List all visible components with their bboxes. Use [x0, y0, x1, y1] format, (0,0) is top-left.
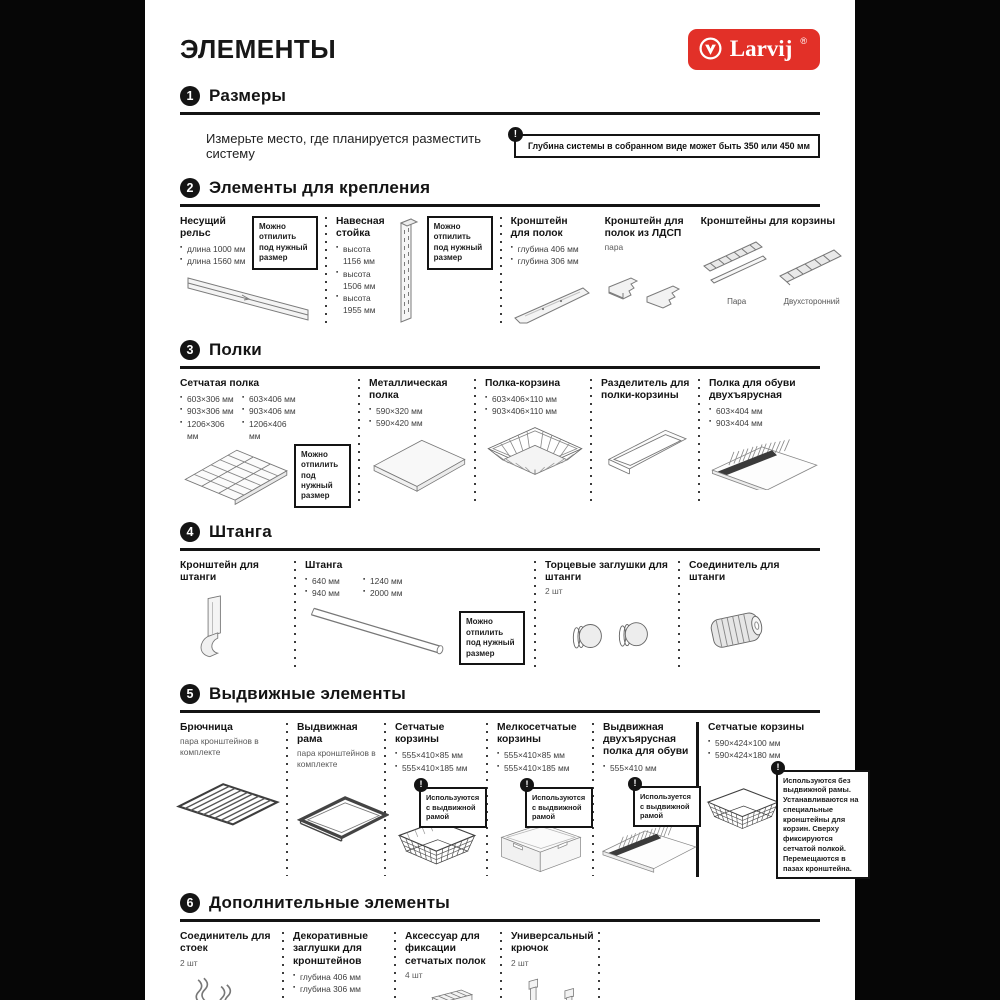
item-name: Навесная стойка — [336, 216, 385, 240]
item-end-caps — [536, 558, 678, 670]
size-item: ▪ 555×410 мм — [603, 762, 689, 774]
item-name: Разделитель для полки-корзины — [601, 378, 690, 402]
item-fine-mesh-baskets — [488, 720, 592, 879]
section-5-title: Выдвижные элементы — [209, 684, 407, 704]
brand-logo — [688, 29, 820, 70]
size-item: ▪ глубина 306 мм — [293, 983, 387, 995]
basket-bracket-double-illustration — [777, 242, 847, 306]
item-pullout-frame — [288, 720, 384, 879]
item-basket-shelf — [476, 376, 590, 508]
page-title: ЭЛЕМЕНТЫ — [180, 33, 337, 64]
size-item: ▪ 590×424×100 мм — [708, 737, 870, 749]
item-rod-connector — [680, 558, 820, 670]
item-name: Кронштейн для полок — [510, 216, 568, 240]
depth-note-box — [513, 129, 820, 158]
section-3-header — [180, 340, 820, 369]
mesh-shelf-illustration — [180, 445, 292, 507]
size-item: ▪ 590×420 мм — [369, 417, 467, 429]
trouser-rack-illustration — [176, 774, 279, 836]
item-name: Соединитель для штанги — [689, 559, 780, 583]
warning-icon: ! — [508, 127, 523, 142]
size-item: ▪ 603×404 мм — [709, 405, 821, 417]
size-item: ▪ высота 1506 мм — [336, 268, 385, 292]
size-list — [369, 405, 467, 429]
size-item: ▪ глубина 306 мм — [511, 255, 589, 267]
warning-icon: ! — [771, 761, 785, 775]
bracket-caption: Пара — [727, 297, 747, 307]
item-mesh-shelf — [180, 376, 358, 508]
item-post-connector — [180, 929, 282, 1000]
item-rail — [180, 214, 325, 326]
warning-icon: ! — [520, 778, 534, 792]
catalog-page — [145, 0, 859, 1000]
size-list — [395, 749, 479, 773]
item-name: Кронштейны для корзины — [700, 216, 836, 227]
cut-note-box: Можно отпилить под нужный размер — [459, 611, 525, 665]
item-basket-brackets — [692, 214, 854, 326]
section-2-title: Элементы для крепления — [209, 178, 431, 197]
section-1-title: Размеры — [209, 86, 287, 105]
cut-note-box: Можно отпилить под нужный размер — [427, 216, 493, 270]
basket-shelf-illustration — [485, 421, 583, 481]
warning-icon: ! — [628, 777, 642, 791]
size-item: ▪ 590×320 мм — [369, 405, 467, 417]
page-header — [180, 26, 820, 72]
item-name: Полка для обуви двухъярусная — [709, 378, 796, 402]
size-item: ▪ длина 1560 мм — [180, 255, 252, 267]
item-name: Сетчатые корзины — [395, 722, 445, 746]
section-4-header — [180, 522, 820, 551]
size-list — [485, 393, 583, 417]
rod-illustration — [305, 601, 455, 663]
section-additional-elements — [180, 893, 820, 1000]
basket-divider-illustration — [601, 420, 691, 480]
item-name: Выдвижная рама — [297, 722, 358, 746]
registered-mark: ® — [800, 35, 807, 46]
size-item: ▪ 903×306 мм — [180, 405, 236, 417]
item-name: Универсальный крючок — [511, 931, 594, 955]
item-qty: 2 шт — [511, 957, 529, 968]
item-wire-baskets-standalone — [699, 720, 877, 879]
size-list — [336, 243, 385, 316]
item-qty: 4 шт — [405, 969, 423, 980]
item-universal-hook — [502, 929, 598, 1000]
warning-icon: ! — [414, 778, 428, 792]
size-item: ▪ 1206×306 мм — [180, 418, 236, 442]
item-metal-shelf — [360, 376, 474, 508]
size-item: ▪ 590×424×180 мм — [708, 749, 870, 761]
size-list — [709, 405, 821, 429]
section-pullout-elements — [180, 684, 859, 879]
item-mesh-fix-accessory — [396, 929, 500, 1000]
section-4-title: Штанга — [209, 521, 272, 541]
size-item: ▪ глубина 406 мм — [293, 971, 387, 983]
section-number-badge: 1 — [180, 86, 200, 106]
item-wire-baskets — [386, 720, 486, 879]
ldsp-bracket-illustration — [605, 267, 685, 313]
end-caps-illustration — [559, 613, 671, 659]
size-item: ▪ высота 1156 мм — [336, 243, 385, 267]
item-trouser-rack — [180, 720, 286, 879]
item-rod — [296, 558, 534, 670]
size-item: ▪ 603×406×110 мм — [485, 393, 583, 405]
rail-illustration — [180, 270, 318, 326]
section-number-badge: 5 — [180, 684, 200, 704]
brand-wordmark: Larvij — [729, 36, 793, 61]
item-rod-bracket — [180, 558, 294, 670]
depth-note-text: Глубина системы в собранном виде может быть 350 или 450 мм — [527, 141, 810, 151]
universal-hook-illustration — [515, 975, 591, 1000]
usage-note-text: Используются с выдвижной рамой — [426, 792, 480, 822]
item-name: Штанга — [305, 559, 343, 571]
size-item: ▪ 903×406 мм — [242, 405, 298, 417]
section-number-badge: 3 — [180, 340, 200, 360]
wire-basket-illustration — [704, 782, 782, 838]
size-list — [708, 737, 870, 761]
item-name: Кронштейн для штанги — [180, 559, 259, 583]
item-name: Мелкосетчатые корзины — [497, 722, 577, 746]
size-item: ▪ 640 мм — [305, 575, 357, 587]
usage-note-text: Используется с выдвижной рамой — [640, 791, 691, 821]
wall-post-illustration — [391, 216, 421, 324]
section-number-badge: 4 — [180, 522, 200, 542]
larvij-emblem-icon — [698, 36, 723, 61]
basket-bracket-pair-illustration — [701, 238, 773, 306]
section-6-title: Дополнительные элементы — [209, 893, 450, 913]
size-item: ▪ 555×410×85 мм — [497, 749, 585, 761]
measure-instruction: Измерьте место, где планируется разместить систему — [206, 131, 481, 161]
section-number-badge: 6 — [180, 893, 200, 913]
bracket-caption: Двухсторонний — [783, 297, 840, 307]
metal-shelf-illustration — [369, 434, 467, 496]
size-item: ▪ 555×410×85 мм — [395, 749, 479, 761]
section-5-header — [180, 684, 820, 713]
item-wall-post — [327, 214, 500, 326]
section-shelves — [180, 340, 820, 508]
shoe-shelf-illustration — [709, 432, 821, 490]
size-list — [293, 971, 387, 995]
item-name: Брючница — [180, 722, 233, 734]
post-connector-illustration — [188, 975, 275, 1000]
size-list — [511, 243, 589, 267]
size-item: ▪ 2000 мм — [363, 587, 415, 599]
section-1-header — [180, 86, 820, 115]
size-item: ▪ 940 мм — [305, 587, 357, 599]
size-list — [603, 762, 689, 774]
size-item: ▪ 903×404 мм — [709, 417, 821, 429]
usage-note-box — [633, 777, 701, 827]
rod-connector-illustration — [699, 604, 813, 656]
section-2-header — [180, 178, 820, 207]
item-basket-divider — [592, 376, 698, 508]
section-6-header — [180, 893, 820, 922]
item-qty: пара кронштейнов в комплекте — [297, 748, 376, 770]
size-item: ▪ 1240 мм — [363, 575, 415, 587]
section-rod — [180, 522, 820, 670]
item-qty: пара — [604, 242, 624, 253]
rod-bracket-illustration — [194, 594, 287, 670]
size-item: ▪ длина 1000 мм — [180, 243, 252, 255]
item-name: Торцевые заглушки для штанги — [545, 559, 668, 583]
size-item: ▪ высота 1955 мм — [336, 292, 385, 316]
item-name: Соединитель для стоек — [180, 931, 271, 955]
usage-note-box — [419, 778, 487, 828]
shelf-bracket-illustration — [511, 280, 589, 326]
size-list — [305, 575, 415, 599]
item-name: Выдвижная двухъярусная полка для обуви — [603, 722, 689, 758]
item-shoe-shelf — [700, 376, 828, 508]
item-name: Несущий рельс — [180, 216, 226, 240]
item-name: Полка-корзина — [485, 378, 561, 389]
item-ldsp-bracket — [596, 214, 692, 326]
item-qty: пара кронштейнов в комплекте — [180, 736, 259, 758]
size-item: ▪ 903×406×110 мм — [485, 405, 583, 417]
usage-note-text: Используются с выдвижной рамой — [532, 792, 586, 822]
cut-note-box: Можно отпилить под нужный размер — [252, 216, 318, 270]
cut-note-box: Можно отпилить под нужный размер — [294, 444, 351, 508]
pullout-frame-illustration — [297, 788, 377, 846]
item-name: Сетчатые корзины — [708, 722, 805, 734]
section-dimensions — [180, 86, 820, 164]
size-item: ▪ 555×410×185 мм — [395, 762, 479, 774]
item-name: Декоративные заглушки для кронштейнов — [293, 931, 368, 967]
item-name: Аксессуар для фиксации сетчатых полок — [405, 931, 486, 967]
usage-note-box — [776, 761, 870, 880]
item-name: Кронштейн для полок из ЛДСП — [604, 216, 684, 240]
size-item: ▪ 603×306 мм — [180, 393, 236, 405]
size-item: ▪ 1206×406 мм — [242, 418, 298, 442]
item-pullout-shoe-shelf — [594, 720, 696, 879]
item-name: Металлическая полка — [369, 378, 448, 402]
mesh-fix-accessory-illustration — [411, 987, 493, 1000]
section-3-title: Полки — [209, 340, 262, 359]
item-qty: 2 шт — [545, 586, 563, 597]
usage-note-box — [525, 778, 593, 828]
size-list — [497, 749, 585, 773]
size-item: ▪ глубина 406 мм — [511, 243, 589, 255]
item-name: Сетчатая полка — [180, 378, 260, 389]
item-qty: 2 шт — [180, 957, 198, 968]
size-item: ▪ 603×406 мм — [242, 393, 298, 405]
section-number-badge: 2 — [180, 178, 200, 198]
section-mounting-elements — [180, 178, 840, 326]
usage-note-text: Используются без выдвижной рамы. Устанавливаются на специальные кронштейны для корзин. Сверху фиксируются сетчатой полкой. Перемещаются в пазах кронштейна. — [783, 775, 859, 873]
item-shelf-bracket — [502, 214, 596, 326]
empty-space — [600, 929, 820, 1000]
size-list — [180, 243, 252, 267]
item-decorative-caps — [284, 929, 394, 1000]
size-list — [180, 393, 298, 442]
size-item: ▪ 555×410×185 мм — [497, 762, 585, 774]
